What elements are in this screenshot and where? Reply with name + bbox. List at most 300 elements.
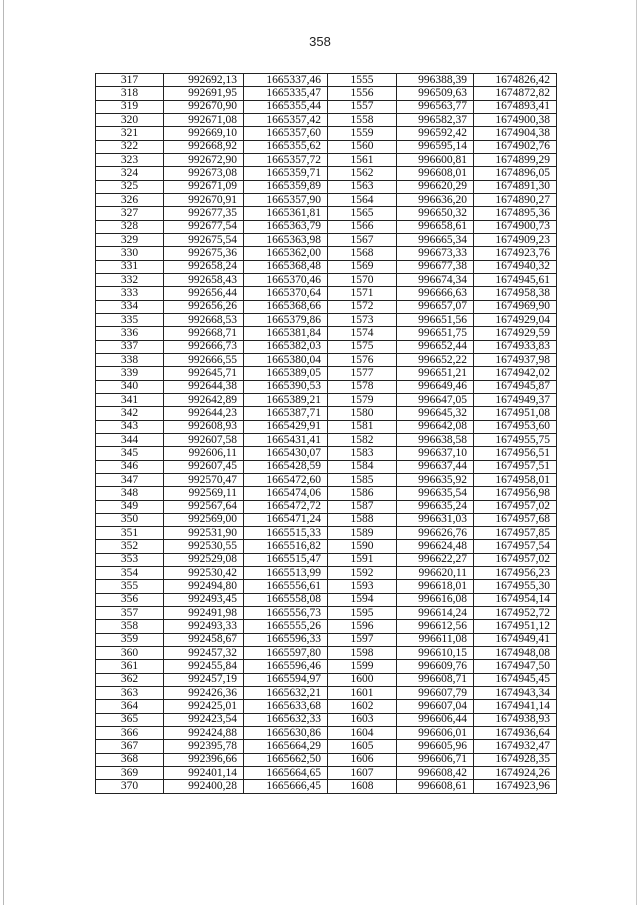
y-coordinate-right-cell: 1674943,34 <box>474 687 557 700</box>
point-number-right-cell: 1575 <box>328 340 397 353</box>
y-coordinate-left-cell: 1665472,72 <box>244 500 328 513</box>
point-number-left-cell: 332 <box>96 273 164 286</box>
point-number-left-cell: 328 <box>96 220 164 233</box>
y-coordinate-right-cell: 1674951,08 <box>474 407 557 420</box>
y-coordinate-right-cell: 1674951,12 <box>474 620 557 633</box>
y-coordinate-left-cell: 1665357,90 <box>244 193 328 206</box>
x-coordinate-left-cell: 992677,35 <box>164 207 244 220</box>
x-coordinate-left-cell: 992531,90 <box>164 527 244 540</box>
x-coordinate-left-cell: 992494,80 <box>164 580 244 593</box>
point-number-left-cell: 331 <box>96 260 164 273</box>
x-coordinate-right-cell: 996651,56 <box>397 313 474 326</box>
y-coordinate-left-cell: 1665357,42 <box>244 113 328 126</box>
point-number-left-cell: 357 <box>96 607 164 620</box>
y-coordinate-right-cell: 1674924,26 <box>474 767 557 780</box>
table-row <box>96 87 557 100</box>
x-coordinate-right-cell: 996388,39 <box>397 74 474 87</box>
point-number-right-cell: 1600 <box>328 673 397 686</box>
x-coordinate-right-cell: 996631,03 <box>397 513 474 526</box>
point-number-left-cell: 359 <box>96 633 164 646</box>
y-coordinate-right-cell: 1674956,51 <box>474 447 557 460</box>
point-number-right-cell: 1582 <box>328 433 397 446</box>
point-number-right-cell: 1576 <box>328 353 397 366</box>
point-number-right-cell: 1562 <box>328 167 397 180</box>
y-coordinate-left-cell: 1665596,33 <box>244 633 328 646</box>
table-row <box>96 767 557 780</box>
x-coordinate-left-cell: 992607,45 <box>164 460 244 473</box>
y-coordinate-left-cell: 1665380,04 <box>244 353 328 366</box>
table-row <box>96 633 557 646</box>
y-coordinate-left-cell: 1665555,26 <box>244 620 328 633</box>
point-number-left-cell: 363 <box>96 687 164 700</box>
point-number-right-cell: 1597 <box>328 633 397 646</box>
y-coordinate-right-cell: 1674957,68 <box>474 513 557 526</box>
y-coordinate-left-cell: 1665390,53 <box>244 380 328 393</box>
table-row <box>96 420 557 433</box>
y-coordinate-left-cell: 1665355,44 <box>244 100 328 113</box>
y-coordinate-left-cell: 1665556,73 <box>244 607 328 620</box>
y-coordinate-right-cell: 1674932,47 <box>474 740 557 753</box>
x-coordinate-left-cell: 992608,93 <box>164 420 244 433</box>
y-coordinate-left-cell: 1665474,06 <box>244 487 328 500</box>
scan-edge-right <box>636 0 637 905</box>
table-row <box>96 380 557 393</box>
y-coordinate-right-cell: 1674954,14 <box>474 593 557 606</box>
y-coordinate-left-cell: 1665379,86 <box>244 313 328 326</box>
table-row <box>96 607 557 620</box>
point-number-right-cell: 1556 <box>328 87 397 100</box>
y-coordinate-right-cell: 1674902,76 <box>474 140 557 153</box>
y-coordinate-left-cell: 1665662,50 <box>244 753 328 766</box>
table-row <box>96 327 557 340</box>
y-coordinate-right-cell: 1674900,73 <box>474 220 557 233</box>
x-coordinate-left-cell: 992672,90 <box>164 153 244 166</box>
y-coordinate-left-cell: 1665359,89 <box>244 180 328 193</box>
table-row <box>96 727 557 740</box>
y-coordinate-left-cell: 1665370,46 <box>244 273 328 286</box>
y-coordinate-left-cell: 1665359,71 <box>244 167 328 180</box>
y-coordinate-right-cell: 1674923,76 <box>474 247 557 260</box>
table-row <box>96 273 557 286</box>
point-number-right-cell: 1594 <box>328 593 397 606</box>
point-number-right-cell: 1601 <box>328 687 397 700</box>
table-row <box>96 100 557 113</box>
point-number-left-cell: 351 <box>96 527 164 540</box>
point-number-right-cell: 1563 <box>328 180 397 193</box>
point-number-left-cell: 350 <box>96 513 164 526</box>
y-coordinate-right-cell: 1674957,02 <box>474 553 557 566</box>
y-coordinate-right-cell: 1674957,02 <box>474 500 557 513</box>
table-row <box>96 127 557 140</box>
x-coordinate-left-cell: 992692,13 <box>164 74 244 87</box>
y-coordinate-right-cell: 1674891,30 <box>474 180 557 193</box>
x-coordinate-left-cell: 992677,54 <box>164 220 244 233</box>
x-coordinate-right-cell: 996658,61 <box>397 220 474 233</box>
point-number-left-cell: 368 <box>96 753 164 766</box>
point-number-right-cell: 1578 <box>328 380 397 393</box>
point-number-left-cell: 370 <box>96 780 164 793</box>
y-coordinate-right-cell: 1674904,38 <box>474 127 557 140</box>
point-number-left-cell: 354 <box>96 567 164 580</box>
y-coordinate-left-cell: 1665363,98 <box>244 233 328 246</box>
y-coordinate-left-cell: 1665430,07 <box>244 447 328 460</box>
x-coordinate-left-cell: 992493,33 <box>164 620 244 633</box>
x-coordinate-left-cell: 992426,36 <box>164 687 244 700</box>
table-row <box>96 647 557 660</box>
x-coordinate-right-cell: 996608,71 <box>397 673 474 686</box>
table-row <box>96 353 557 366</box>
x-coordinate-left-cell: 992569,00 <box>164 513 244 526</box>
point-number-right-cell: 1586 <box>328 487 397 500</box>
table-row <box>96 487 557 500</box>
table-row <box>96 113 557 126</box>
table-row <box>96 140 557 153</box>
table-row <box>96 447 557 460</box>
point-number-left-cell: 355 <box>96 580 164 593</box>
x-coordinate-left-cell: 992395,78 <box>164 740 244 753</box>
x-coordinate-left-cell: 992666,55 <box>164 353 244 366</box>
y-coordinate-right-cell: 1674957,54 <box>474 540 557 553</box>
x-coordinate-left-cell: 992658,24 <box>164 260 244 273</box>
x-coordinate-right-cell: 996606,71 <box>397 753 474 766</box>
point-number-right-cell: 1577 <box>328 367 397 380</box>
point-number-left-cell: 327 <box>96 207 164 220</box>
y-coordinate-left-cell: 1665597,80 <box>244 647 328 660</box>
point-number-left-cell: 356 <box>96 593 164 606</box>
point-number-left-cell: 329 <box>96 233 164 246</box>
y-coordinate-left-cell: 1665362,00 <box>244 247 328 260</box>
x-coordinate-right-cell: 996665,34 <box>397 233 474 246</box>
point-number-right-cell: 1566 <box>328 220 397 233</box>
point-number-left-cell: 364 <box>96 700 164 713</box>
point-number-right-cell: 1560 <box>328 140 397 153</box>
y-coordinate-left-cell: 1665664,29 <box>244 740 328 753</box>
x-coordinate-right-cell: 996635,54 <box>397 487 474 500</box>
x-coordinate-left-cell: 992424,88 <box>164 727 244 740</box>
x-coordinate-right-cell: 996635,92 <box>397 473 474 486</box>
y-coordinate-right-cell: 1674941,14 <box>474 700 557 713</box>
table-row <box>96 473 557 486</box>
x-coordinate-right-cell: 996651,75 <box>397 327 474 340</box>
x-coordinate-left-cell: 992644,23 <box>164 407 244 420</box>
y-coordinate-left-cell: 1665370,64 <box>244 287 328 300</box>
x-coordinate-left-cell: 992423,54 <box>164 713 244 726</box>
x-coordinate-right-cell: 996645,32 <box>397 407 474 420</box>
point-number-left-cell: 343 <box>96 420 164 433</box>
point-number-left-cell: 324 <box>96 167 164 180</box>
y-coordinate-left-cell: 1665387,71 <box>244 407 328 420</box>
y-coordinate-left-cell: 1665516,82 <box>244 540 328 553</box>
table-row <box>96 193 557 206</box>
y-coordinate-left-cell: 1665368,66 <box>244 300 328 313</box>
point-number-right-cell: 1604 <box>328 727 397 740</box>
x-coordinate-right-cell: 996673,33 <box>397 247 474 260</box>
point-number-right-cell: 1598 <box>328 647 397 660</box>
point-number-right-cell: 1591 <box>328 553 397 566</box>
point-number-left-cell: 335 <box>96 313 164 326</box>
y-coordinate-left-cell: 1665389,21 <box>244 393 328 406</box>
x-coordinate-right-cell: 996606,44 <box>397 713 474 726</box>
y-coordinate-left-cell: 1665666,45 <box>244 780 328 793</box>
x-coordinate-left-cell: 992396,66 <box>164 753 244 766</box>
x-coordinate-right-cell: 996608,61 <box>397 780 474 793</box>
table-row <box>96 460 557 473</box>
point-number-left-cell: 344 <box>96 433 164 446</box>
x-coordinate-left-cell: 992645,71 <box>164 367 244 380</box>
table-row <box>96 367 557 380</box>
point-number-left-cell: 347 <box>96 473 164 486</box>
point-number-left-cell: 369 <box>96 767 164 780</box>
x-coordinate-right-cell: 996677,38 <box>397 260 474 273</box>
table-row <box>96 300 557 313</box>
y-coordinate-left-cell: 1665515,47 <box>244 553 328 566</box>
point-number-right-cell: 1570 <box>328 273 397 286</box>
y-coordinate-right-cell: 1674940,32 <box>474 260 557 273</box>
coordinates-table <box>95 73 557 794</box>
x-coordinate-left-cell: 992491,98 <box>164 607 244 620</box>
point-number-right-cell: 1583 <box>328 447 397 460</box>
y-coordinate-left-cell: 1665429,91 <box>244 420 328 433</box>
point-number-left-cell: 325 <box>96 180 164 193</box>
point-number-left-cell: 340 <box>96 380 164 393</box>
point-number-right-cell: 1595 <box>328 607 397 620</box>
table-row <box>96 233 557 246</box>
x-coordinate-left-cell: 992425,01 <box>164 700 244 713</box>
point-number-left-cell: 352 <box>96 540 164 553</box>
point-number-right-cell: 1581 <box>328 420 397 433</box>
x-coordinate-right-cell: 996650,32 <box>397 207 474 220</box>
x-coordinate-left-cell: 992668,92 <box>164 140 244 153</box>
y-coordinate-right-cell: 1674945,87 <box>474 380 557 393</box>
point-number-right-cell: 1569 <box>328 260 397 273</box>
point-number-left-cell: 330 <box>96 247 164 260</box>
point-number-left-cell: 367 <box>96 740 164 753</box>
x-coordinate-left-cell: 992530,42 <box>164 567 244 580</box>
x-coordinate-left-cell: 992673,08 <box>164 167 244 180</box>
table-row <box>96 153 557 166</box>
y-coordinate-left-cell: 1665355,62 <box>244 140 328 153</box>
x-coordinate-left-cell: 992675,54 <box>164 233 244 246</box>
point-number-left-cell: 362 <box>96 673 164 686</box>
x-coordinate-left-cell: 992675,36 <box>164 247 244 260</box>
y-coordinate-left-cell: 1665381,84 <box>244 327 328 340</box>
point-number-right-cell: 1599 <box>328 660 397 673</box>
x-coordinate-right-cell: 996642,08 <box>397 420 474 433</box>
x-coordinate-right-cell: 996509,63 <box>397 87 474 100</box>
point-number-right-cell: 1567 <box>328 233 397 246</box>
x-coordinate-right-cell: 996636,20 <box>397 193 474 206</box>
y-coordinate-right-cell: 1674949,37 <box>474 393 557 406</box>
point-number-left-cell: 318 <box>96 87 164 100</box>
y-coordinate-left-cell: 1665596,46 <box>244 660 328 673</box>
table-row <box>96 180 557 193</box>
y-coordinate-left-cell: 1665368,48 <box>244 260 328 273</box>
x-coordinate-left-cell: 992567,64 <box>164 500 244 513</box>
y-coordinate-left-cell: 1665472,60 <box>244 473 328 486</box>
x-coordinate-left-cell: 992691,95 <box>164 87 244 100</box>
y-coordinate-right-cell: 1674896,05 <box>474 167 557 180</box>
table-row <box>96 407 557 420</box>
point-number-right-cell: 1596 <box>328 620 397 633</box>
y-coordinate-right-cell: 1674952,72 <box>474 607 557 620</box>
point-number-left-cell: 320 <box>96 113 164 126</box>
point-number-right-cell: 1602 <box>328 700 397 713</box>
table-row <box>96 740 557 753</box>
x-coordinate-right-cell: 996652,22 <box>397 353 474 366</box>
point-number-right-cell: 1587 <box>328 500 397 513</box>
point-number-right-cell: 1607 <box>328 767 397 780</box>
y-coordinate-left-cell: 1665361,81 <box>244 207 328 220</box>
x-coordinate-right-cell: 996608,42 <box>397 767 474 780</box>
y-coordinate-right-cell: 1674937,98 <box>474 353 557 366</box>
x-coordinate-left-cell: 992530,55 <box>164 540 244 553</box>
x-coordinate-left-cell: 992656,26 <box>164 300 244 313</box>
point-number-right-cell: 1579 <box>328 393 397 406</box>
table-row <box>96 313 557 326</box>
point-number-left-cell: 360 <box>96 647 164 660</box>
table-row <box>96 287 557 300</box>
y-coordinate-right-cell: 1674928,35 <box>474 753 557 766</box>
x-coordinate-right-cell: 996620,29 <box>397 180 474 193</box>
table-row <box>96 260 557 273</box>
y-coordinate-right-cell: 1674938,93 <box>474 713 557 726</box>
x-coordinate-right-cell: 996638,58 <box>397 433 474 446</box>
y-coordinate-left-cell: 1665471,24 <box>244 513 328 526</box>
y-coordinate-right-cell: 1674958,38 <box>474 287 557 300</box>
point-number-right-cell: 1571 <box>328 287 397 300</box>
x-coordinate-left-cell: 992457,32 <box>164 647 244 660</box>
x-coordinate-left-cell: 992669,10 <box>164 127 244 140</box>
x-coordinate-right-cell: 996620,11 <box>397 567 474 580</box>
y-coordinate-right-cell: 1674923,96 <box>474 780 557 793</box>
y-coordinate-right-cell: 1674956,98 <box>474 487 557 500</box>
y-coordinate-left-cell: 1665389,05 <box>244 367 328 380</box>
point-number-right-cell: 1572 <box>328 300 397 313</box>
y-coordinate-right-cell: 1674890,27 <box>474 193 557 206</box>
point-number-right-cell: 1561 <box>328 153 397 166</box>
y-coordinate-right-cell: 1674900,38 <box>474 113 557 126</box>
y-coordinate-right-cell: 1674945,45 <box>474 673 557 686</box>
x-coordinate-left-cell: 992656,44 <box>164 287 244 300</box>
point-number-right-cell: 1605 <box>328 740 397 753</box>
x-coordinate-right-cell: 996622,27 <box>397 553 474 566</box>
point-number-right-cell: 1606 <box>328 753 397 766</box>
point-number-right-cell: 1580 <box>328 407 397 420</box>
y-coordinate-right-cell: 1674899,29 <box>474 153 557 166</box>
point-number-right-cell: 1592 <box>328 567 397 580</box>
x-coordinate-left-cell: 992493,45 <box>164 593 244 606</box>
table-row <box>96 500 557 513</box>
coordinates-table-body <box>96 74 557 794</box>
x-coordinate-left-cell: 992642,89 <box>164 393 244 406</box>
table-row <box>96 247 557 260</box>
point-number-right-cell: 1559 <box>328 127 397 140</box>
x-coordinate-right-cell: 996607,04 <box>397 700 474 713</box>
y-coordinate-right-cell: 1674893,41 <box>474 100 557 113</box>
point-number-left-cell: 321 <box>96 127 164 140</box>
x-coordinate-right-cell: 996652,44 <box>397 340 474 353</box>
x-coordinate-right-cell: 996635,24 <box>397 500 474 513</box>
y-coordinate-right-cell: 1674969,90 <box>474 300 557 313</box>
point-number-right-cell: 1584 <box>328 460 397 473</box>
table-row <box>96 393 557 406</box>
table-row <box>96 580 557 593</box>
point-number-right-cell: 1568 <box>328 247 397 260</box>
x-coordinate-left-cell: 992658,43 <box>164 273 244 286</box>
y-coordinate-left-cell: 1665337,46 <box>244 74 328 87</box>
y-coordinate-left-cell: 1665357,60 <box>244 127 328 140</box>
x-coordinate-left-cell: 992671,08 <box>164 113 244 126</box>
y-coordinate-right-cell: 1674909,23 <box>474 233 557 246</box>
y-coordinate-right-cell: 1674949,41 <box>474 633 557 646</box>
y-coordinate-left-cell: 1665664,65 <box>244 767 328 780</box>
point-number-left-cell: 333 <box>96 287 164 300</box>
x-coordinate-left-cell: 992401,14 <box>164 767 244 780</box>
table-row <box>96 513 557 526</box>
table-row <box>96 527 557 540</box>
scan-edge-left <box>3 0 4 905</box>
page-number: 358 <box>309 34 331 49</box>
table-row <box>96 593 557 606</box>
y-coordinate-left-cell: 1665630,86 <box>244 727 328 740</box>
point-number-left-cell: 353 <box>96 553 164 566</box>
table-row <box>96 620 557 633</box>
y-coordinate-right-cell: 1674942,02 <box>474 367 557 380</box>
y-coordinate-left-cell: 1665558,08 <box>244 593 328 606</box>
x-coordinate-right-cell: 996592,42 <box>397 127 474 140</box>
point-number-left-cell: 349 <box>96 500 164 513</box>
point-number-left-cell: 339 <box>96 367 164 380</box>
x-coordinate-left-cell: 992458,67 <box>164 633 244 646</box>
point-number-right-cell: 1557 <box>328 100 397 113</box>
point-number-right-cell: 1565 <box>328 207 397 220</box>
point-number-left-cell: 341 <box>96 393 164 406</box>
x-coordinate-right-cell: 996606,01 <box>397 727 474 740</box>
x-coordinate-right-cell: 996609,76 <box>397 660 474 673</box>
point-number-right-cell: 1588 <box>328 513 397 526</box>
table-row <box>96 220 557 233</box>
y-coordinate-left-cell: 1665363,79 <box>244 220 328 233</box>
table-row <box>96 207 557 220</box>
point-number-left-cell: 322 <box>96 140 164 153</box>
y-coordinate-left-cell: 1665357,72 <box>244 153 328 166</box>
y-coordinate-right-cell: 1674929,04 <box>474 313 557 326</box>
x-coordinate-left-cell: 992455,84 <box>164 660 244 673</box>
x-coordinate-right-cell: 996612,56 <box>397 620 474 633</box>
y-coordinate-right-cell: 1674955,30 <box>474 580 557 593</box>
x-coordinate-left-cell: 992606,11 <box>164 447 244 460</box>
point-number-right-cell: 1558 <box>328 113 397 126</box>
y-coordinate-left-cell: 1665632,33 <box>244 713 328 726</box>
point-number-right-cell: 1589 <box>328 527 397 540</box>
point-number-left-cell: 336 <box>96 327 164 340</box>
table-row <box>96 340 557 353</box>
point-number-right-cell: 1603 <box>328 713 397 726</box>
y-coordinate-right-cell: 1674872,82 <box>474 87 557 100</box>
point-number-right-cell: 1574 <box>328 327 397 340</box>
y-coordinate-left-cell: 1665513,99 <box>244 567 328 580</box>
point-number-right-cell: 1608 <box>328 780 397 793</box>
table-row <box>96 673 557 686</box>
point-number-left-cell: 317 <box>96 74 164 87</box>
x-coordinate-left-cell: 992668,71 <box>164 327 244 340</box>
table-row <box>96 74 557 87</box>
x-coordinate-right-cell: 996649,46 <box>397 380 474 393</box>
y-coordinate-left-cell: 1665515,33 <box>244 527 328 540</box>
table-row <box>96 567 557 580</box>
y-coordinate-right-cell: 1674956,23 <box>474 567 557 580</box>
table-row <box>96 167 557 180</box>
